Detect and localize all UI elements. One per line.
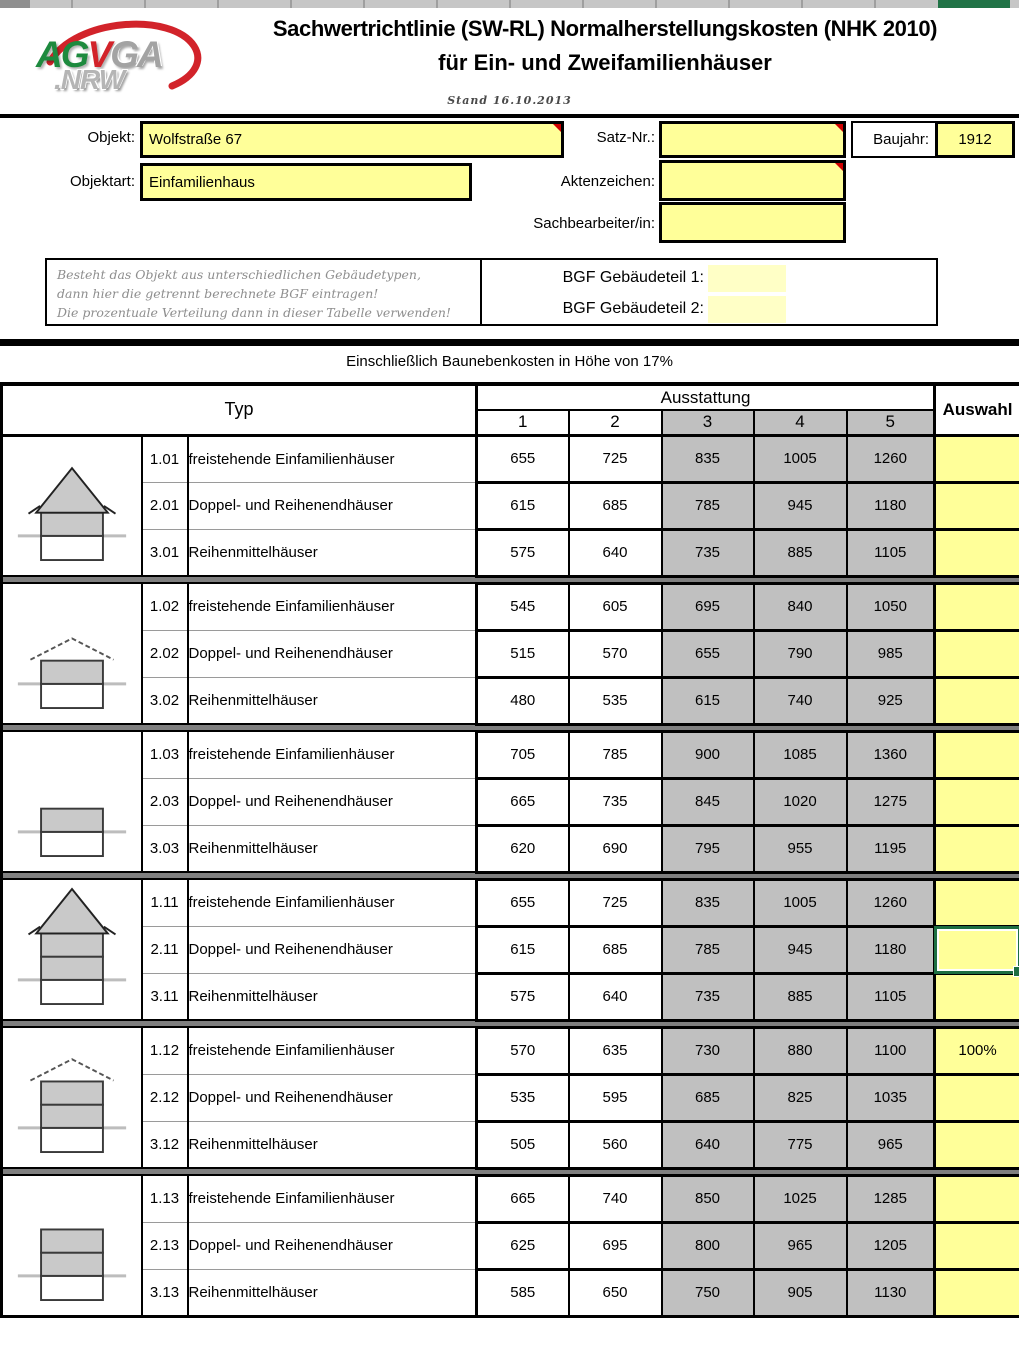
cost-value-level-3: 850 — [662, 1175, 754, 1222]
cost-value-level-2: 635 — [569, 1027, 662, 1074]
group-separator-bar — [2, 872, 1019, 879]
typ-label: Doppel- und Reihenendhäuser — [188, 1074, 477, 1121]
satz-nr-input[interactable] — [659, 121, 846, 158]
typ-label: Reihenmittelhäuser — [188, 1269, 477, 1316]
cost-value-level-2: 725 — [569, 879, 662, 926]
cost-value-level-1: 505 — [477, 1121, 569, 1168]
table-row — [2, 583, 1019, 630]
typ-label: Reihenmittelhäuser — [188, 529, 477, 576]
stand-date: Stand 16.10.2013 — [447, 94, 572, 107]
type-group — [2, 731, 1019, 872]
typ-label: Doppel- und Reihenendhäuser — [188, 630, 477, 677]
house-steep-roof-one-storey-icon — [14, 441, 130, 565]
table-row — [2, 1027, 1019, 1074]
level-4-header: 4 — [754, 410, 847, 435]
cost-value-level-4: 885 — [754, 529, 847, 576]
cost-value-level-5: 1050 — [847, 583, 935, 630]
house-flat-roof-two-storey-icon — [14, 1181, 130, 1305]
bgf-input-pane — [480, 260, 940, 324]
table-caption: Einschließlich Baunebenkosten in Höhe von 17% — [346, 353, 673, 370]
level-2-header: 2 — [569, 410, 662, 435]
cost-value-level-2: 595 — [569, 1074, 662, 1121]
auswahl-cell[interactable] — [935, 1175, 1019, 1222]
house-dashed-roof-one-storey-cell — [2, 583, 142, 724]
auswahl-cell[interactable] — [935, 926, 1019, 973]
level-3-header: 3 — [662, 410, 754, 435]
cost-value-level-4: 955 — [754, 825, 847, 872]
typ-code: 3.12 — [142, 1121, 188, 1168]
cost-value-level-3: 730 — [662, 1027, 754, 1074]
bgf-note-line3: Die prozentuale Verteilung dann in dieser Tabelle verwenden! — [57, 305, 451, 320]
table-row — [2, 973, 1019, 1020]
typ-label: Reihenmittelhäuser — [188, 973, 477, 1020]
cost-value-level-1: 665 — [477, 1175, 569, 1222]
cost-value-level-4: 840 — [754, 583, 847, 630]
cost-value-level-4: 790 — [754, 630, 847, 677]
typ-label: Doppel- und Reihenendhäuser — [188, 778, 477, 825]
typ-code: 2.02 — [142, 630, 188, 677]
cost-value-level-4: 740 — [754, 677, 847, 724]
typ-label: Doppel- und Reihenendhäuser — [188, 926, 477, 973]
cost-value-level-1: 615 — [477, 482, 569, 529]
cost-value-level-4: 1005 — [754, 879, 847, 926]
table-row — [2, 1175, 1019, 1222]
comment-marker-icon — [835, 124, 843, 132]
cost-value-level-2: 690 — [569, 825, 662, 872]
auswahl-column-header: Auswahl — [935, 384, 1019, 435]
group-separator-bar — [2, 576, 1019, 583]
auswahl-cell[interactable] — [935, 435, 1019, 482]
typ-label: freistehende Einfamilienhäuser — [188, 583, 477, 630]
auswahl-cell[interactable] — [935, 879, 1019, 926]
nhk-cost-table — [0, 382, 1019, 1318]
cost-value-level-2: 560 — [569, 1121, 662, 1168]
auswahl-cell[interactable] — [935, 731, 1019, 778]
house-steep-roof-one-storey-cell — [2, 435, 142, 576]
typ-label: Reihenmittelhäuser — [188, 1121, 477, 1168]
cost-value-level-5: 1275 — [847, 778, 935, 825]
cost-value-level-2: 570 — [569, 630, 662, 677]
section-divider-bar — [0, 339, 1019, 346]
cost-value-level-4: 885 — [754, 973, 847, 1020]
typ-code: 1.13 — [142, 1175, 188, 1222]
cost-value-level-1: 515 — [477, 630, 569, 677]
cost-value-level-4: 965 — [754, 1222, 847, 1269]
cost-value-level-5: 1180 — [847, 482, 935, 529]
logo-part-red: V — [87, 34, 111, 75]
cost-value-level-3: 800 — [662, 1222, 754, 1269]
logo-part-green: AG — [36, 34, 88, 75]
cost-value-level-5: 1105 — [847, 529, 935, 576]
typ-code: 2.12 — [142, 1074, 188, 1121]
table-row — [2, 731, 1019, 778]
auswahl-cell[interactable] — [935, 677, 1019, 724]
cost-value-level-2: 640 — [569, 973, 662, 1020]
cost-value-level-4: 945 — [754, 482, 847, 529]
spreadsheet-top-strip — [0, 0, 1019, 8]
cost-value-level-3: 735 — [662, 973, 754, 1020]
cost-value-level-3: 785 — [662, 926, 754, 973]
cost-value-level-3: 685 — [662, 1074, 754, 1121]
typ-label: Doppel- und Reihenendhäuser — [188, 1222, 477, 1269]
typ-code: 1.03 — [142, 731, 188, 778]
table-row — [2, 677, 1019, 724]
agvga-nrw-logo — [20, 12, 225, 104]
cost-value-level-3: 835 — [662, 879, 754, 926]
cost-value-level-1: 620 — [477, 825, 569, 872]
cost-value-level-5: 1195 — [847, 825, 935, 872]
sachbearbeiter-label: Sachbearbeiter/in: — [533, 215, 655, 232]
table-row — [2, 1121, 1019, 1168]
cost-value-level-2: 685 — [569, 926, 662, 973]
auswahl-cell[interactable] — [935, 1269, 1019, 1316]
bgf-note-text — [57, 265, 472, 322]
type-group — [2, 1027, 1019, 1168]
auswahl-cell[interactable] — [935, 1121, 1019, 1168]
typ-column-header: Typ — [2, 384, 477, 435]
house-flat-roof-two-storey-cell — [2, 1175, 142, 1316]
aktenzeichen-input[interactable] — [659, 160, 846, 201]
table-row — [2, 926, 1019, 973]
table-row — [2, 630, 1019, 677]
cost-value-level-3: 900 — [662, 731, 754, 778]
auswahl-cell[interactable] — [935, 1027, 1019, 1074]
typ-code: 1.11 — [142, 879, 188, 926]
cost-value-level-5: 1035 — [847, 1074, 935, 1121]
typ-code: 1.01 — [142, 435, 188, 482]
bgf-teil1-label: BGF Gebäudeteil 1: — [562, 269, 704, 286]
logo-nrw: .NRW — [54, 64, 125, 95]
cost-value-level-2: 640 — [569, 529, 662, 576]
bgf-note-line2: dann hier die getrennt berechnete BGF eintragen! — [57, 286, 379, 301]
table-row — [2, 1269, 1019, 1316]
bgf-note-box — [45, 258, 938, 326]
auswahl-cell[interactable] — [935, 1074, 1019, 1121]
cost-value-level-3: 785 — [662, 482, 754, 529]
cost-value-level-3: 835 — [662, 435, 754, 482]
bgf-teil2-label: BGF Gebäudeteil 2: — [562, 300, 704, 317]
cost-value-level-4: 1085 — [754, 731, 847, 778]
cost-value-level-2: 605 — [569, 583, 662, 630]
table-row — [2, 778, 1019, 825]
typ-label: freistehende Einfamilienhäuser — [188, 731, 477, 778]
cost-value-level-1: 535 — [477, 1074, 569, 1121]
group-separator-bar — [2, 1168, 1019, 1175]
cost-value-level-2: 685 — [569, 482, 662, 529]
type-group — [2, 879, 1019, 1020]
table-row — [2, 825, 1019, 872]
form-top-divider — [0, 114, 1019, 118]
table-row — [2, 879, 1019, 926]
page-title-line1: Sachwertrichtlinie (SW-RL) Normalherstellungskosten (NHK 2010) — [272, 16, 938, 41]
auswahl-cell[interactable] — [935, 482, 1019, 529]
aktenzeichen-label: Aktenzeichen: — [560, 173, 655, 190]
bgf-note-line1: Besteht das Objekt aus unterschiedlichen Gebäudetypen, — [57, 267, 421, 282]
cost-value-level-3: 735 — [662, 529, 754, 576]
typ-code: 2.01 — [142, 482, 188, 529]
typ-label: freistehende Einfamilienhäuser — [188, 1175, 477, 1222]
cost-value-level-2: 650 — [569, 1269, 662, 1316]
baujahr-label: Baujahr: — [851, 121, 937, 158]
cost-value-level-4: 775 — [754, 1121, 847, 1168]
typ-label: freistehende Einfamilienhäuser — [188, 435, 477, 482]
cost-value-level-4: 825 — [754, 1074, 847, 1121]
typ-code: 1.02 — [142, 583, 188, 630]
auswahl-cell[interactable] — [935, 778, 1019, 825]
cost-value-level-1: 545 — [477, 583, 569, 630]
typ-code: 2.13 — [142, 1222, 188, 1269]
level-1-header: 1 — [477, 410, 569, 435]
typ-code: 3.01 — [142, 529, 188, 576]
cost-value-level-1: 655 — [477, 879, 569, 926]
house-dashed-roof-two-storey-cell — [2, 1027, 142, 1168]
strip-green-segment — [938, 0, 1010, 8]
baujahr-input[interactable] — [935, 121, 1015, 158]
logo-part-gray: GA — [110, 34, 162, 75]
group-separator-bar — [2, 1020, 1019, 1027]
cost-value-level-2: 735 — [569, 778, 662, 825]
cost-value-level-5: 1205 — [847, 1222, 935, 1269]
cost-value-level-2: 695 — [569, 1222, 662, 1269]
auswahl-value: 100% — [958, 1042, 997, 1059]
cost-value-level-1: 615 — [477, 926, 569, 973]
type-group — [2, 583, 1019, 724]
objektart-value: Einfamilienhaus — [149, 173, 255, 191]
ausstattung-column-header: Ausstattung — [477, 384, 935, 410]
house-steep-roof-two-storey-icon — [14, 885, 130, 1009]
auswahl-cell[interactable] — [935, 825, 1019, 872]
level-5-header: 5 — [847, 410, 935, 435]
group-separator-bar — [2, 724, 1019, 731]
cost-value-level-5: 1360 — [847, 731, 935, 778]
bgf-teil1-input[interactable] — [708, 265, 786, 292]
typ-code: 3.11 — [142, 973, 188, 1020]
cost-value-level-1: 480 — [477, 677, 569, 724]
typ-label: Reihenmittelhäuser — [188, 677, 477, 724]
cost-value-level-2: 535 — [569, 677, 662, 724]
typ-code: 3.02 — [142, 677, 188, 724]
cost-value-level-1: 655 — [477, 435, 569, 482]
table-row — [2, 1074, 1019, 1121]
objekt-label: Objekt: — [87, 129, 135, 146]
cost-value-level-4: 905 — [754, 1269, 847, 1316]
auswahl-cell[interactable] — [935, 529, 1019, 576]
page-title — [205, 16, 1005, 76]
baujahr-value: 1912 — [958, 131, 992, 148]
objekt-value: Wolfstraße 67 — [149, 131, 243, 148]
auswahl-cell[interactable] — [935, 583, 1019, 630]
type-group — [2, 435, 1019, 576]
house-flat-roof-one-storey-cell — [2, 731, 142, 872]
cost-value-level-4: 1025 — [754, 1175, 847, 1222]
type-group — [2, 1175, 1019, 1316]
objektart-input[interactable] — [140, 163, 472, 201]
cost-value-level-1: 625 — [477, 1222, 569, 1269]
comment-marker-icon — [835, 163, 843, 171]
cost-value-level-5: 1180 — [847, 926, 935, 973]
fill-handle[interactable] — [1013, 966, 1019, 977]
cost-value-level-5: 1130 — [847, 1269, 935, 1316]
cost-value-level-2: 725 — [569, 435, 662, 482]
table-row — [2, 482, 1019, 529]
table-row — [2, 1222, 1019, 1269]
cost-value-level-3: 750 — [662, 1269, 754, 1316]
cost-value-level-1: 665 — [477, 778, 569, 825]
strip-dark-segment — [0, 0, 30, 8]
cost-value-level-5: 1260 — [847, 879, 935, 926]
cost-value-level-5: 1105 — [847, 973, 935, 1020]
cost-value-level-4: 945 — [754, 926, 847, 973]
cost-value-level-5: 1100 — [847, 1027, 935, 1074]
cost-value-level-1: 575 — [477, 529, 569, 576]
cost-value-level-1: 705 — [477, 731, 569, 778]
cost-value-level-3: 615 — [662, 677, 754, 724]
cost-value-level-3: 845 — [662, 778, 754, 825]
typ-label: Doppel- und Reihenendhäuser — [188, 482, 477, 529]
typ-label: freistehende Einfamilienhäuser — [188, 879, 477, 926]
cost-value-level-3: 795 — [662, 825, 754, 872]
cost-value-level-3: 655 — [662, 630, 754, 677]
auswahl-cell[interactable] — [935, 1222, 1019, 1269]
house-steep-roof-two-storey-cell — [2, 879, 142, 1020]
cost-value-level-4: 1005 — [754, 435, 847, 482]
typ-code: 2.03 — [142, 778, 188, 825]
cost-value-level-4: 880 — [754, 1027, 847, 1074]
sachbearbeiter-input[interactable] — [659, 202, 846, 243]
table-row — [2, 435, 1019, 482]
cost-value-level-3: 640 — [662, 1121, 754, 1168]
table-row — [2, 529, 1019, 576]
cost-value-level-3: 695 — [662, 583, 754, 630]
cost-value-level-5: 985 — [847, 630, 935, 677]
typ-label: Reihenmittelhäuser — [188, 825, 477, 872]
house-dashed-roof-two-storey-icon — [14, 1033, 130, 1157]
typ-label: freistehende Einfamilienhäuser — [188, 1027, 477, 1074]
cost-value-level-1: 585 — [477, 1269, 569, 1316]
satz-nr-label: Satz-Nr.: — [596, 129, 655, 146]
cost-value-level-1: 570 — [477, 1027, 569, 1074]
cost-value-level-5: 1285 — [847, 1175, 935, 1222]
objektart-label: Objektart: — [69, 173, 135, 190]
auswahl-cell[interactable] — [935, 973, 1019, 1020]
page-title-line2: für Ein- und Zweifamilienhäuser — [438, 50, 772, 75]
selected-cell-border — [934, 926, 1019, 974]
typ-code: 3.13 — [142, 1269, 188, 1316]
typ-code: 1.12 — [142, 1027, 188, 1074]
cost-value-level-2: 740 — [569, 1175, 662, 1222]
typ-code: 3.03 — [142, 825, 188, 872]
cost-value-level-4: 1020 — [754, 778, 847, 825]
cost-value-level-2: 785 — [569, 731, 662, 778]
cost-value-level-1: 575 — [477, 973, 569, 1020]
cost-value-level-5: 965 — [847, 1121, 935, 1168]
cost-value-level-5: 925 — [847, 677, 935, 724]
house-flat-roof-one-storey-icon — [14, 737, 130, 861]
house-dashed-roof-one-storey-icon — [14, 589, 130, 713]
typ-code: 2.11 — [142, 926, 188, 973]
cost-value-level-5: 1260 — [847, 435, 935, 482]
auswahl-cell[interactable] — [935, 630, 1019, 677]
bgf-teil2-input[interactable] — [708, 296, 786, 323]
